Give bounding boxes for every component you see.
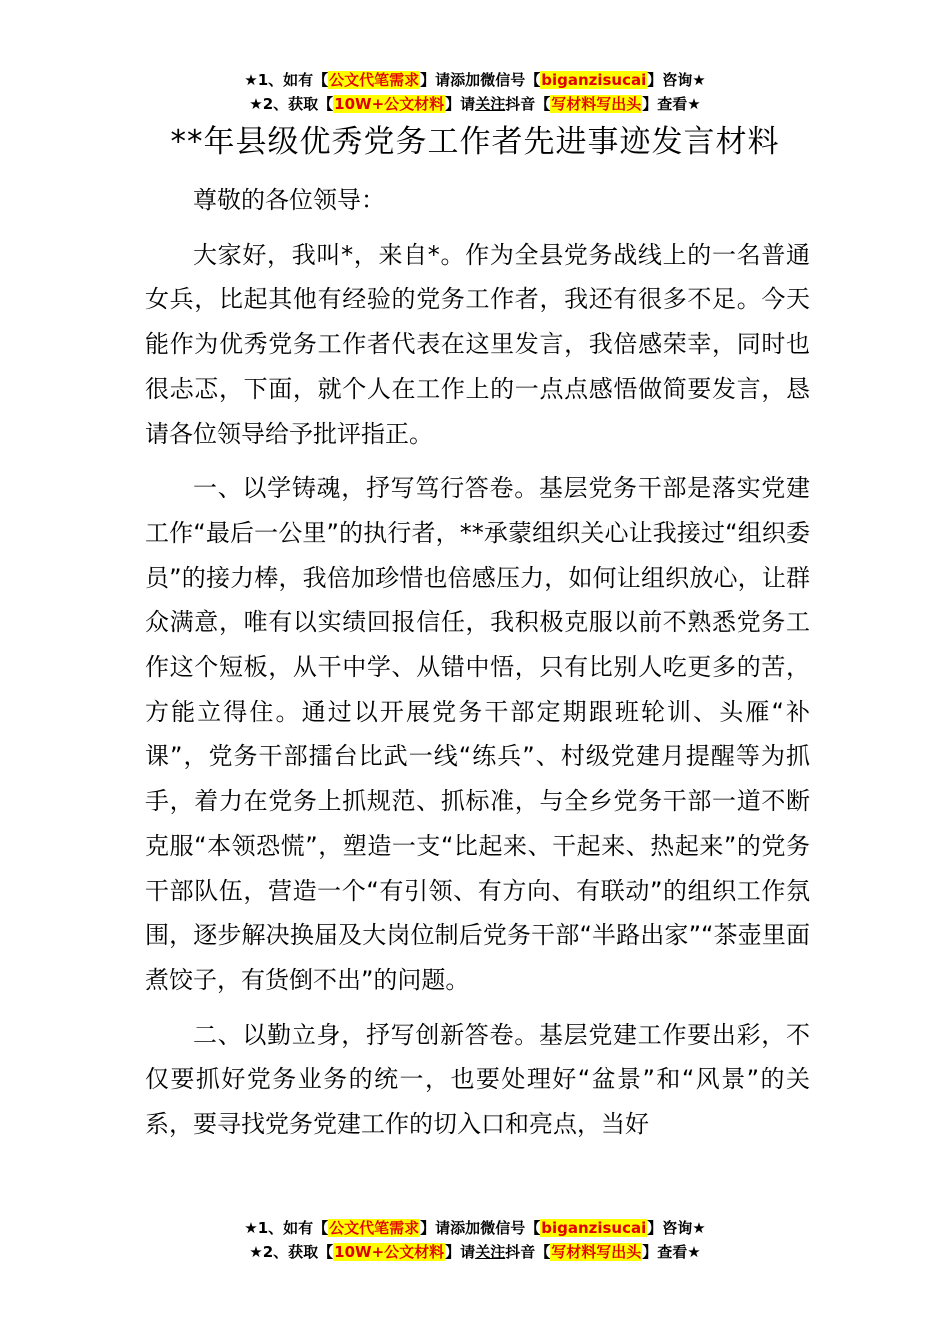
star-icon: ★ (244, 1219, 258, 1237)
salutation: 尊敬的各位领导： (193, 186, 385, 214)
highlight-douyin-account: 写材料写出头 (551, 1243, 642, 1261)
promo-banner-top (0, 68, 950, 116)
highlight-wechat-id: biganzisucai (541, 71, 647, 89)
document-body (145, 178, 810, 1157)
star-icon: ★ (687, 95, 701, 113)
star-icon: ★ (244, 71, 258, 89)
highlight-douyin-account: 写材料写出头 (551, 95, 642, 113)
paragraph-section-2: 二、以勤立身，抒写创新答卷。基层党建工作要出彩，不仅要抓好党务业务的统一，也要处理好“盆景”和“风景”的关系，要寻找党务党建工作的切入口和亮点，当好 (145, 1020, 810, 1139)
star-icon: ★ (249, 95, 263, 113)
paragraph-section-1: 一、以学铸魂，抒写笃行答卷。基层党务干部是落实党建工作“最后一公里”的执行者，**承蒙组织关心让我接过“组织委员”的接力棒，我倍加珍惜也倍感压力，如何让组织放心，让群众满意，唯有以实绩回报信任，我积极克服以前不熟悉党务工作这个短板，从干中学、从错中悟，只有比别人吃更多的苦，方能立得住。通过以开展党务干部定期跟班轮训、头雁“补课”，党务干部擂台比武一线“练兵”、村级党建月提醒等为抓手，着力在党务上抓规范、抓标准，与全乡党务干部一道不断克服“本领恐慌”，塑造一支“比起来、干起来、热起来”的党务干部队伍，营造一个“有引领、有方向、有联动”的组织工作氛围，逐步解决换届及大岗位制后党务干部“半路出家”“茶壶里面煮饺子，有货倒不出”的问题。 (145, 474, 810, 994)
highlight-ghostwriting: 公文代笔需求 (329, 71, 420, 89)
star-icon: ★ (692, 1219, 706, 1237)
promo-line-2: ★2、获取【10W+公文材料】请关注抖音【写材料写出头】查看★ (249, 1243, 701, 1261)
highlight-ghostwriting: 公文代笔需求 (329, 1219, 420, 1237)
highlight-materials: 10W+公文材料 (334, 1243, 445, 1261)
highlight-materials: 10W+公文材料 (334, 95, 445, 113)
promo-line-2: ★2、获取【10W+公文材料】请关注抖音【写材料写出头】查看★ (249, 95, 701, 113)
document-title: **年县级优秀党务工作者先进事迹发言材料 (170, 124, 780, 160)
paragraph-intro: 大家好，我叫*，来自*。作为全县党务战线上的一名普通女兵，比起其他有经验的党务工作者，我还有很多不足。今天能作为优秀党务工作者代表在这里发言，我倍感荣幸，同时也很忐忑，下面，就个人在工作上的一点点感悟做简要发言，恳请各位领导给予批评指正。 (145, 240, 810, 448)
promo-line-1: ★1、如有【公文代笔需求】请添加微信号【biganzisucai】咨询★ (244, 1219, 706, 1237)
star-icon: ★ (692, 71, 706, 89)
highlight-wechat-id: biganzisucai (541, 1219, 647, 1237)
promo-line-1: ★1、如有【公文代笔需求】请添加微信号【biganzisucai】咨询★ (244, 71, 706, 89)
star-icon: ★ (249, 1243, 263, 1261)
promo-banner-bottom (0, 1216, 950, 1264)
star-icon: ★ (687, 1243, 701, 1261)
